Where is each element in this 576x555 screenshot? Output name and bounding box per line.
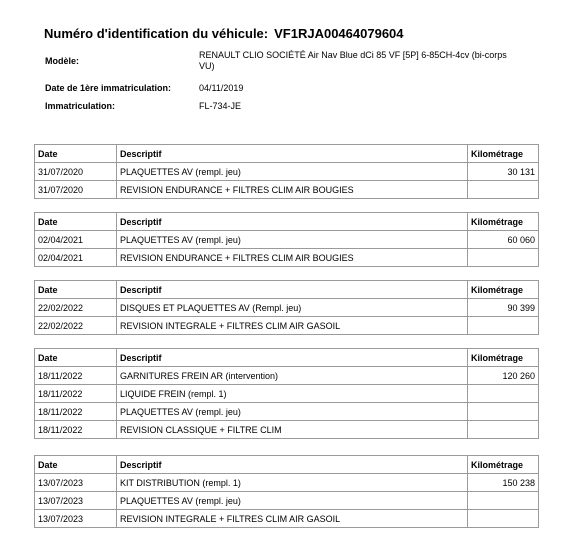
date-cell: 31/07/2020: [35, 181, 117, 199]
description-cell: PLAQUETTES AV (rempl. jeu): [117, 163, 468, 181]
table-row: [35, 492, 539, 510]
table-row: [35, 163, 539, 181]
first-registration-label: Date de 1ère immatriculation:: [45, 83, 172, 93]
description-cell: PLAQUETTES AV (rempl. jeu): [117, 492, 468, 510]
plate-label: Immatriculation:: [45, 101, 116, 111]
date-cell: 22/02/2022: [35, 317, 117, 335]
date-cell: 13/07/2023: [35, 510, 117, 528]
table-row: [35, 421, 539, 439]
model-value: RENAULT CLIO SOCIÉTÉ Air Nav Blue dCi 85 VF [5P] 6-85CH-4cv (bi-corps VU): [199, 50, 507, 71]
mileage-cell: [468, 249, 539, 267]
mileage-cell: 30 131: [468, 163, 539, 181]
date-header: Date: [35, 145, 117, 163]
table-row: [35, 249, 539, 267]
table-header-row: [35, 349, 539, 367]
mileage-cell: 60 060: [468, 231, 539, 249]
date-cell: 18/11/2022: [35, 421, 117, 439]
table-row: [35, 510, 539, 528]
service-record-table: [34, 212, 539, 267]
mileage-header: Kilométrage: [468, 145, 539, 163]
mileage-cell: [468, 510, 539, 528]
mileage-cell: 150 238: [468, 474, 539, 492]
description-cell: REVISION INTEGRALE + FILTRES CLIM AIR GASOIL: [117, 510, 468, 528]
date-cell: 18/11/2022: [35, 403, 117, 421]
mileage-cell: [468, 385, 539, 403]
table-header-row: [35, 213, 539, 231]
table-row: [35, 474, 539, 492]
description-cell: GARNITURES FREIN AR (intervention): [117, 367, 468, 385]
service-record-table: [34, 455, 539, 528]
description-cell: KIT DISTRIBUTION (rempl. 1): [117, 474, 468, 492]
description-header: Descriptif: [117, 145, 468, 163]
service-record-table: [34, 144, 539, 199]
description-cell: REVISION ENDURANCE + FILTRES CLIM AIR BOUGIES: [117, 181, 468, 199]
date-cell: 31/07/2020: [35, 163, 117, 181]
table-row: [35, 367, 539, 385]
first-registration-value: 04/11/2019: [199, 83, 244, 93]
description-cell: REVISION INTEGRALE + FILTRES CLIM AIR GASOIL: [117, 317, 468, 335]
vin-heading: [44, 26, 404, 41]
description-cell: REVISION ENDURANCE + FILTRES CLIM AIR BOUGIES: [117, 249, 468, 267]
table-row: [35, 299, 539, 317]
model-label: Modèle:: [45, 56, 80, 66]
mileage-cell: [468, 317, 539, 335]
date-cell: 13/07/2023: [35, 474, 117, 492]
vin-label: Numéro d'identification du véhicule:: [44, 26, 269, 41]
table-row: [35, 403, 539, 421]
date-cell: 18/11/2022: [35, 385, 117, 403]
mileage-header: Kilométrage: [468, 349, 539, 367]
service-record-table: [34, 348, 539, 439]
vin-value: VF1RJA00464079604: [274, 26, 404, 41]
date-header: Date: [35, 456, 117, 474]
service-record-table: [34, 280, 539, 335]
date-cell: 18/11/2022: [35, 367, 117, 385]
date-cell: 02/04/2021: [35, 231, 117, 249]
date-header: Date: [35, 349, 117, 367]
mileage-cell: [468, 421, 539, 439]
table-header-row: [35, 281, 539, 299]
table-row: [35, 385, 539, 403]
mileage-cell: 120 260: [468, 367, 539, 385]
description-header: Descriptif: [117, 349, 468, 367]
mileage-header: Kilométrage: [468, 281, 539, 299]
date-cell: 13/07/2023: [35, 492, 117, 510]
description-cell: PLAQUETTES AV (rempl. jeu): [117, 403, 468, 421]
table-header-row: [35, 456, 539, 474]
mileage-cell: [468, 492, 539, 510]
description-header: Descriptif: [117, 456, 468, 474]
description-header: Descriptif: [117, 281, 468, 299]
description-cell: REVISION CLASSIQUE + FILTRE CLIM: [117, 421, 468, 439]
mileage-header: Kilométrage: [468, 213, 539, 231]
plate-value: FL-734-JE: [199, 101, 242, 111]
table-row: [35, 231, 539, 249]
description-cell: LIQUIDE FREIN (rempl. 1): [117, 385, 468, 403]
description-cell: PLAQUETTES AV (rempl. jeu): [117, 231, 468, 249]
date-header: Date: [35, 213, 117, 231]
table-row: [35, 181, 539, 199]
mileage-cell: 90 399: [468, 299, 539, 317]
mileage-header: Kilométrage: [468, 456, 539, 474]
date-cell: 22/02/2022: [35, 299, 117, 317]
description-header: Descriptif: [117, 213, 468, 231]
mileage-cell: [468, 181, 539, 199]
date-header: Date: [35, 281, 117, 299]
mileage-cell: [468, 403, 539, 421]
table-row: [35, 317, 539, 335]
table-header-row: [35, 145, 539, 163]
date-cell: 02/04/2021: [35, 249, 117, 267]
description-cell: DISQUES ET PLAQUETTES AV (Rempl. jeu): [117, 299, 468, 317]
